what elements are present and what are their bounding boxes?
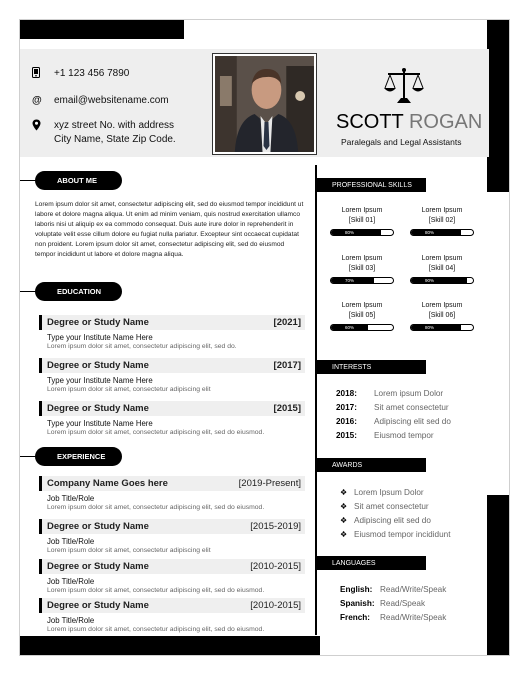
contact-info xyxy=(32,67,176,158)
interest-item xyxy=(336,400,451,414)
skill-progress-bar xyxy=(330,229,394,236)
language-item xyxy=(340,596,446,610)
section-header-languages: LANGUAGES xyxy=(316,556,426,570)
awards-list xyxy=(340,485,450,541)
bottom-right-bar xyxy=(487,495,509,655)
award-item xyxy=(340,513,450,527)
language-item xyxy=(340,610,446,624)
resume-page xyxy=(19,19,510,656)
education-entry-3 xyxy=(39,401,305,436)
skill-percent: 70% xyxy=(345,278,355,283)
degree-year: [2015] xyxy=(273,403,301,414)
diamond-bullet-icon: ❖ xyxy=(340,501,348,511)
person-role: Paralegals and Legal Assistants xyxy=(341,137,462,147)
skill-item xyxy=(329,301,395,331)
top-left-bar xyxy=(20,20,184,39)
skill-item xyxy=(409,206,475,236)
first-name: SCOTT xyxy=(336,111,404,133)
experience-desc: Lorem ipsum dolor sit amet, consectetur adipiscing elit, sed do eiusmod. xyxy=(47,504,265,511)
diamond-bullet-icon: ❖ xyxy=(340,487,348,497)
award-text: Eiusmod tempor incididunt xyxy=(354,529,451,539)
company-name: Degree or Study Name xyxy=(47,561,149,572)
award-text: Adipiscing elit sed do xyxy=(354,515,431,525)
skill-name: Lorem Ipsum xyxy=(421,255,463,262)
top-right-bar xyxy=(487,20,509,192)
skill-name: Lorem Ipsum xyxy=(341,207,383,214)
experience-entry-2 xyxy=(39,519,305,554)
degree-name: Degree or Study Name xyxy=(47,317,149,328)
interest-year: 2016: xyxy=(336,416,357,426)
language-level: Read/Speak xyxy=(380,598,426,608)
skill-item xyxy=(409,301,475,331)
address-line1: xyz street No. with address xyxy=(54,120,175,131)
location-pin-icon xyxy=(32,119,54,136)
contact-phone xyxy=(32,67,176,83)
interest-text: Lorem ipsum Dolor xyxy=(374,388,444,398)
experience-bar xyxy=(39,519,305,534)
address-text xyxy=(54,119,176,147)
skill-label: [Skill 01] xyxy=(348,217,376,224)
experience-desc: Lorem ipsum dolor sit amet, consectetur adipiscing elit, sed do eiusmod. xyxy=(47,626,265,633)
education-entry-2 xyxy=(39,358,305,393)
institute-name: Type your Institute Name Here xyxy=(47,419,153,428)
company-name: Company Name Goes here xyxy=(47,478,168,489)
company-name: Degree or Study Name xyxy=(47,521,149,532)
skill-percent: 80% xyxy=(425,325,435,330)
profile-photo xyxy=(212,53,317,155)
header-band xyxy=(20,49,489,157)
language-name: Spanish: xyxy=(340,598,375,608)
address-line2: City Name, State Zip Code. xyxy=(54,134,176,145)
section-header-experience: EXPERIENCE xyxy=(35,447,122,466)
skill-percent: 80% xyxy=(425,230,435,235)
about-text: Lorem ipsum dolor sit amet, consectetur adipiscing elit, sed do eiusmod tempor incididunt ut labore et dolore magna aliqua. Ut enim ad minim veniam, quis nostrud exercitation ullamco laboris nisi ut aliquip ex ea commodo consequat. Duis aute irure dolor in reprehenderit in voluptate velit esse cillum dolore eu fugiat nulla pariatur. Excepteur sint occaecat cupidatat non proident. Lorem ipsum dolor sit amet, consectetur adipiscing elit, sed do eiusmod tempor incididunt ut labore et dolore magna aliqua. xyxy=(35,201,304,258)
experience-bar xyxy=(39,559,305,574)
skill-progress-bar xyxy=(330,277,394,284)
degree-name: Degree or Study Name xyxy=(47,360,149,371)
award-text: Sit amet consectetur xyxy=(354,501,429,511)
language-name: English: xyxy=(340,584,373,594)
company-name: Degree or Study Name xyxy=(47,600,149,611)
interest-year: 2018: xyxy=(336,388,357,398)
diamond-bullet-icon: ❖ xyxy=(340,515,348,525)
experience-desc: Lorem ipsum dolor sit amet, consectetur adipiscing elit xyxy=(47,547,211,554)
skill-name: Lorem Ipsum xyxy=(341,255,383,262)
job-title: Job Title/Role xyxy=(47,494,95,503)
institute-name: Type your Institute Name Here xyxy=(47,376,153,385)
education-bar xyxy=(39,315,305,330)
phone-icon xyxy=(32,67,54,83)
experience-years: [2019-Present] xyxy=(238,478,301,489)
skill-label: [Skill 03] xyxy=(348,265,376,272)
experience-desc: Lorem ipsum dolor sit amet, consectetur adipiscing elit, sed do eiusmod. xyxy=(47,587,265,594)
experience-entry-1 xyxy=(39,476,305,511)
award-item xyxy=(340,499,450,513)
experience-bar xyxy=(39,476,305,491)
skill-percent: 90% xyxy=(425,278,435,283)
email-text: email@websitename.com xyxy=(54,95,169,106)
interest-year: 2015: xyxy=(336,430,357,440)
skill-label: [Skill 04] xyxy=(428,265,456,272)
award-item xyxy=(340,485,450,499)
award-text: Lorem Ipsum Dolor xyxy=(354,487,424,497)
degree-year: [2021] xyxy=(273,317,301,328)
skill-label: [Skill 05] xyxy=(348,312,376,319)
job-title: Job Title/Role xyxy=(47,616,95,625)
education-desc: Lorem ipsum dolor sit amet, consectetur adipiscing elit, sed do eiusmod. xyxy=(47,429,265,436)
phone-text: +1 123 456 7890 xyxy=(54,68,130,79)
at-icon: @ xyxy=(32,95,42,106)
education-bar xyxy=(39,358,305,373)
skill-progress-bar xyxy=(410,324,474,331)
education-desc: Lorem ipsum dolor sit amet, consectetur adipiscing elit, sed do. xyxy=(47,343,237,350)
interest-item xyxy=(336,428,451,442)
last-name: ROGAN xyxy=(408,111,483,133)
interest-item xyxy=(336,386,451,400)
experience-years: [2010-2015] xyxy=(250,561,301,572)
section-header-skills: PROFESSIONAL SKILLS xyxy=(316,178,426,192)
experience-entry-3 xyxy=(39,559,305,594)
section-header-interests: INTERESTS xyxy=(316,360,426,374)
experience-years: [2010-2015] xyxy=(250,600,301,611)
interest-text: Sit amet consectetur xyxy=(374,402,449,412)
section-header-awards: AWARDS xyxy=(316,458,426,472)
interest-text: Adipiscing elit sed do xyxy=(374,416,451,426)
language-item xyxy=(340,582,446,596)
interests-list xyxy=(336,386,451,442)
experience-entry-4 xyxy=(39,598,305,633)
education-bar xyxy=(39,401,305,416)
skill-item xyxy=(409,254,475,284)
interest-text: Eiusmod tempor xyxy=(374,430,434,440)
person-name xyxy=(336,111,482,134)
scales-of-justice-icon xyxy=(382,67,426,105)
degree-year: [2017] xyxy=(273,360,301,371)
job-title: Job Title/Role xyxy=(47,537,95,546)
skill-progress-bar xyxy=(410,277,474,284)
interest-item xyxy=(336,414,451,428)
skill-item xyxy=(329,254,395,284)
skill-percent: 80% xyxy=(345,230,355,235)
skill-name: Lorem Ipsum xyxy=(421,302,463,309)
language-level: Read/Write/Speak xyxy=(380,584,447,594)
skill-name: Lorem Ipsum xyxy=(341,302,383,309)
education-desc: Lorem ipsum dolor sit amet, consectetur adipiscing elit xyxy=(47,386,211,393)
degree-name: Degree or Study Name xyxy=(47,403,149,414)
section-header-education: EDUCATION xyxy=(35,282,122,301)
contact-email xyxy=(32,94,176,108)
institute-name: Type your Institute Name Here xyxy=(47,333,153,342)
language-name: French: xyxy=(340,612,371,622)
award-item xyxy=(340,527,450,541)
skill-name: Lorem Ipsum xyxy=(421,207,463,214)
languages-list xyxy=(340,582,446,624)
diamond-bullet-icon: ❖ xyxy=(340,529,348,539)
contact-address xyxy=(32,119,176,147)
skill-progress-bar xyxy=(410,229,474,236)
skill-percent: 60% xyxy=(345,325,355,330)
section-header-about: ABOUT ME xyxy=(35,171,122,190)
skill-label: [Skill 06] xyxy=(428,312,456,319)
skill-label: [Skill 02] xyxy=(428,217,456,224)
language-level: Read/Write/Speak xyxy=(380,612,447,622)
interest-year: 2017: xyxy=(336,402,357,412)
experience-bar xyxy=(39,598,305,613)
education-entry-1 xyxy=(39,315,305,350)
job-title: Job Title/Role xyxy=(47,577,95,586)
skill-progress-bar xyxy=(330,324,394,331)
experience-years: [2015-2019] xyxy=(250,521,301,532)
bottom-left-bar xyxy=(20,636,320,655)
skill-item xyxy=(329,206,395,236)
